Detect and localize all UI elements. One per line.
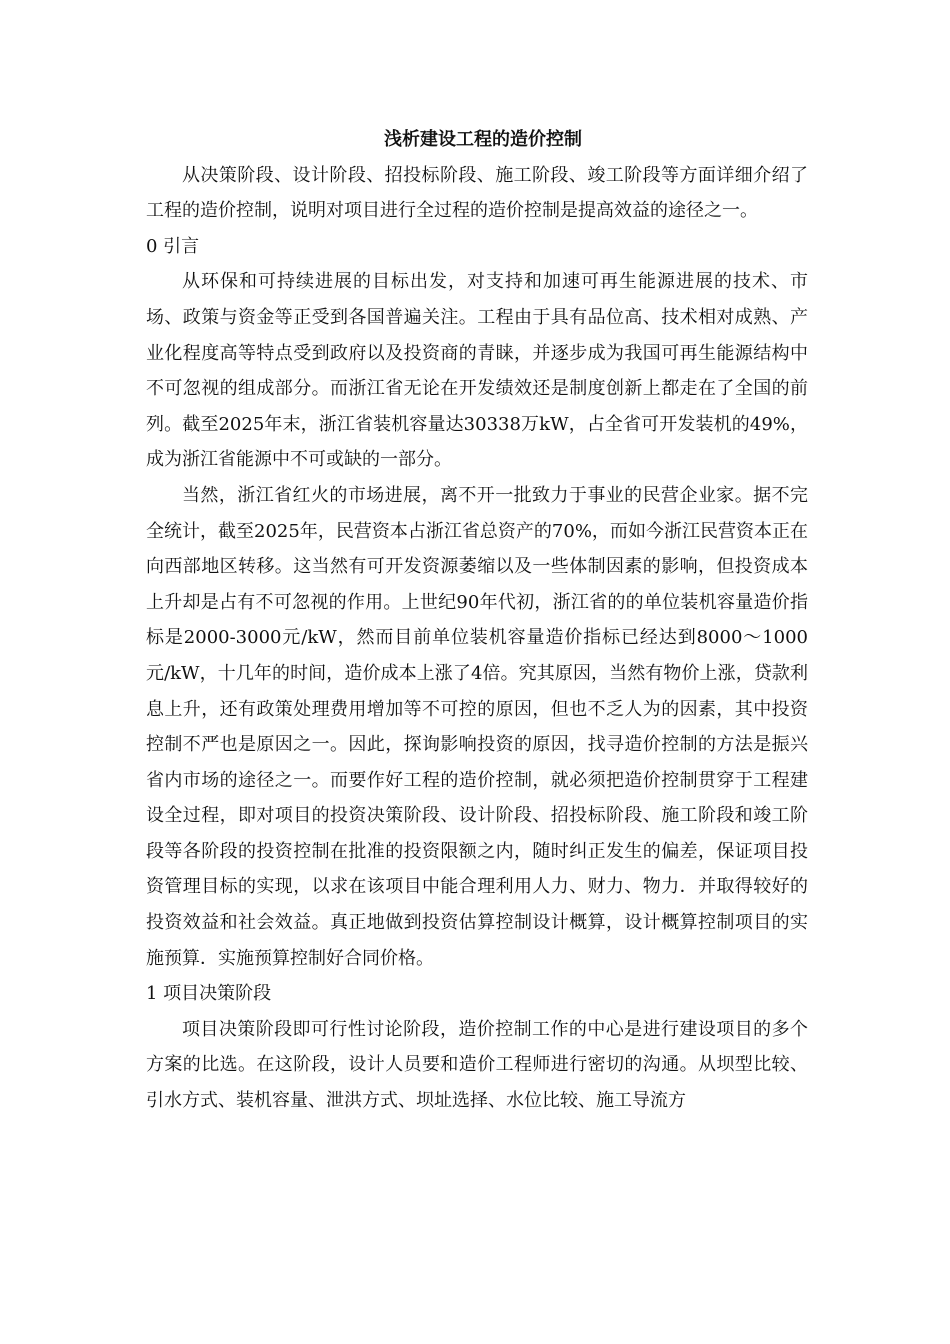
section-heading-introduction: 0 引言: [146, 235, 200, 257]
abstract-paragraph: 从决策阶段、设计阶段、招投标阶段、施工阶段、竣工阶段等方面详细介绍了工程的造价控制，说明对项目进行全过程的造价控制是提高效益的途径之一。: [146, 164, 808, 222]
body-paragraph: 项目决策阶段即可行性讨论阶段，造价控制工作的中心是进行建设项目的多个方案的比选。在这阶段，设计人员要和造价工程师进行密切的沟通。从坝型比较、引水方式、装机容量、泄洪方式、坝址选择、水位比较、施工导流方: [146, 1018, 808, 1112]
section-heading-decision-stage: 1 项目决策阶段: [146, 983, 272, 1005]
document-title: 浅析建设工程的造价控制: [384, 129, 582, 150]
body-paragraph: 当然，浙江省红火的市场进展，离不开一批致力于事业的民营企业家。据不完全统计，截至2025年，民营资本占浙江省总资产的70%，而如今浙江民营资本正在向西部地区转移。这当然有可开发资源萎缩以及一些体制因素的影响，但投资成本上升却是占有不可忽视的作用。上世纪90年代初，浙江省的的单位装机容量造价指标是2000-3000元/kW，然而目前单位装机容量造价指标已经达到8000～1000元/kW，十几年的时间，造价成本上涨了4倍。究其原因，当然有物价上涨，贷款利息上升，还有政策处理费用增加等不可控的原因，但也不乏人为的因素，其中投资控制不严也是原因之一。因此，探询影响投资的原因，找寻造价控制的方法是振兴省内市场的途径之一。而要作好工程的造价控制，就必须把造价控制贯穿于工程建设全过程，即对项目的投资决策阶段、设计阶段、招投标阶段、施工阶段和竣工阶段等各阶段的投资控制在批准的投资限额之内，随时纠正发生的偏差，保证项目投资管理目标的实现，以求在该项目中能合理利用人力、财力、物力．并取得较好的投资效益和社会效益。真正地做到投资估算控制设计概算，设计概算控制项目的实施预算．实施预算控制好合同价格。: [146, 484, 808, 969]
body-paragraph: 从环保和可持续进展的目标出发，对支持和加速可再生能源进展的技术、市场、政策与资金等正受到各国普遍关注。工程由于具有品位高、技术相对成熟、产业化程度高等特点受到政府以及投资商的青睐，并逐步成为我国可再生能源结构中不可忽视的组成部分。而浙江省无论在开发绩效还是制度创新上都走在了全国的前列。截至2025年末，浙江省装机容量达30338万kW，占全省可开发装机的49%，成为浙江省能源中不可或缺的一部分。: [146, 271, 808, 471]
document-page: [146, 122, 808, 1119]
